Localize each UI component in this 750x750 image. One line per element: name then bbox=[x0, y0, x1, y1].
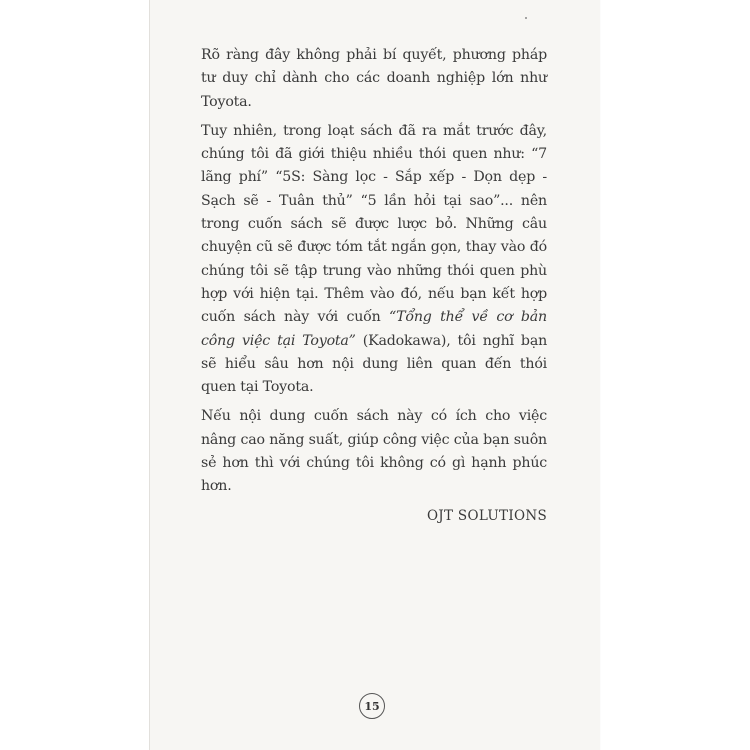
paragraph-2-text-a: Tuy nhiên, trong loạt sách đã ra mắt trước đây, chúng tôi đã giới thiệu nhiều thói quen như: “7 lãng phí” “5S: Sàng lọc - Sắp xếp - Dọn dẹp - Sạch sẽ - Tuân thủ” “5 lần hỏi tại sao”... nên trong cuốn sách sẽ được lược bỏ. Những câu chuyện cũ sẽ được tóm tắt ngắn gọn, thay vào đó chúng tôi sẽ tập trung vào những thói quen phù hợp với hiện tại. Thêm vào đó, nếu bạn kết hợp cuốn sách này với cuốn bbox=[201, 122, 547, 326]
paragraph-1-text: Rõ ràng đây không phải bí quyết, phương pháp tư duy chỉ dành cho các doanh nghiệp lớn như Toyota. bbox=[201, 47, 547, 110]
paragraph-1 bbox=[201, 44, 547, 114]
paragraph-3 bbox=[201, 405, 547, 498]
paragraph-2-text-b: (Kadokawa), tôi nghĩ bạn sẽ hiểu sâu hơn nội dung liên quan đến thói quen tại Toyota. bbox=[201, 332, 548, 396]
scan-speck bbox=[525, 17, 527, 19]
book-title-italic: “Tổng thể về cơ bản công việc tại Toyota” bbox=[201, 309, 547, 349]
paragraph-2 bbox=[201, 120, 547, 400]
paragraph-3-text: Nếu nội dung cuốn sách này có ích cho việc nâng cao năng suất, giúp công việc của bạn suôn sẻ hơn thì với chúng tôi không có gì hạnh phúc hơn. bbox=[201, 408, 547, 495]
page-number-circle bbox=[359, 693, 385, 719]
body-text bbox=[201, 44, 547, 528]
page-number: 15 bbox=[364, 699, 380, 713]
author-signature: OJT SOLUTIONS bbox=[426, 507, 547, 524]
